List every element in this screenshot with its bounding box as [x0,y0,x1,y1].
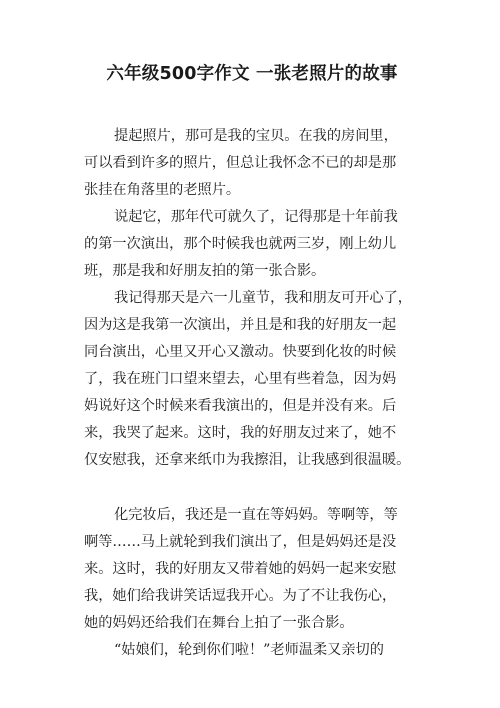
text-line: 提起照片，那可是我的宝贝。在我的房间里， [114,128,398,144]
text-line: “姑娘们，轮到你们啦！”老师温柔又亲切的 [114,642,384,658]
text-line: 啊等……马上就轮到我们演出了，但是妈妈还是没 [84,534,397,550]
text-line: 了，我在班门口望来望去，心里有些着急，因为妈 [84,371,397,387]
paragraph-1 [84,123,428,204]
text-line: 来，我哭了起来。这时，我的好朋友过来了，她不 [84,425,397,441]
paragraph-3 [84,285,428,474]
text-line: 我，她们给我讲笑话逗我开心。为了不让我伤心， [84,588,397,604]
text-line: 化完妆后，我还是一直在等妈妈。等啊等，等 [114,507,398,523]
text-line: 张挂在角落里的老照片。 [84,182,241,198]
paragraph-gap [84,474,428,502]
text-line: 同台演出，心里又开心又激动。快要到化妆的时候 [84,344,397,360]
document-title: 六年级500字作文 一张老照片的故事 [106,64,398,84]
text-line: 妈说好这个时候来看我演出的，但是并没有来。后 [84,398,397,414]
paragraph-5 [84,637,428,664]
text-line: 说起它，那年代可就久了，记得那是十年前我 [114,209,398,225]
text-line: 可以看到许多的照片，但总让我怀念不已的却是那 [84,155,397,171]
text-line: 来。这时，我的好朋友又带着她的妈妈一起来安慰 [84,561,397,577]
text-line: 班，那是我和好朋友拍的第一张合影。 [84,263,326,279]
text-line: 她的妈妈还给我们在舞台上拍了一张合影。 [84,615,354,631]
text-line: 因为这是我第一次演出，并且是和我的好朋友一起 [84,317,397,333]
text-line: 我记得那天是六一儿童节，我和朋友可开心了， [114,290,412,306]
paragraph-2 [84,204,428,285]
paragraph-4 [84,502,428,637]
text-line: 的第一次演出，那个时候我也就两三岁，刚上幼儿 [84,236,397,252]
text-line: 仅安慰我，还拿来纸巾为我擦泪，让我感到很温暖。 [84,452,411,468]
